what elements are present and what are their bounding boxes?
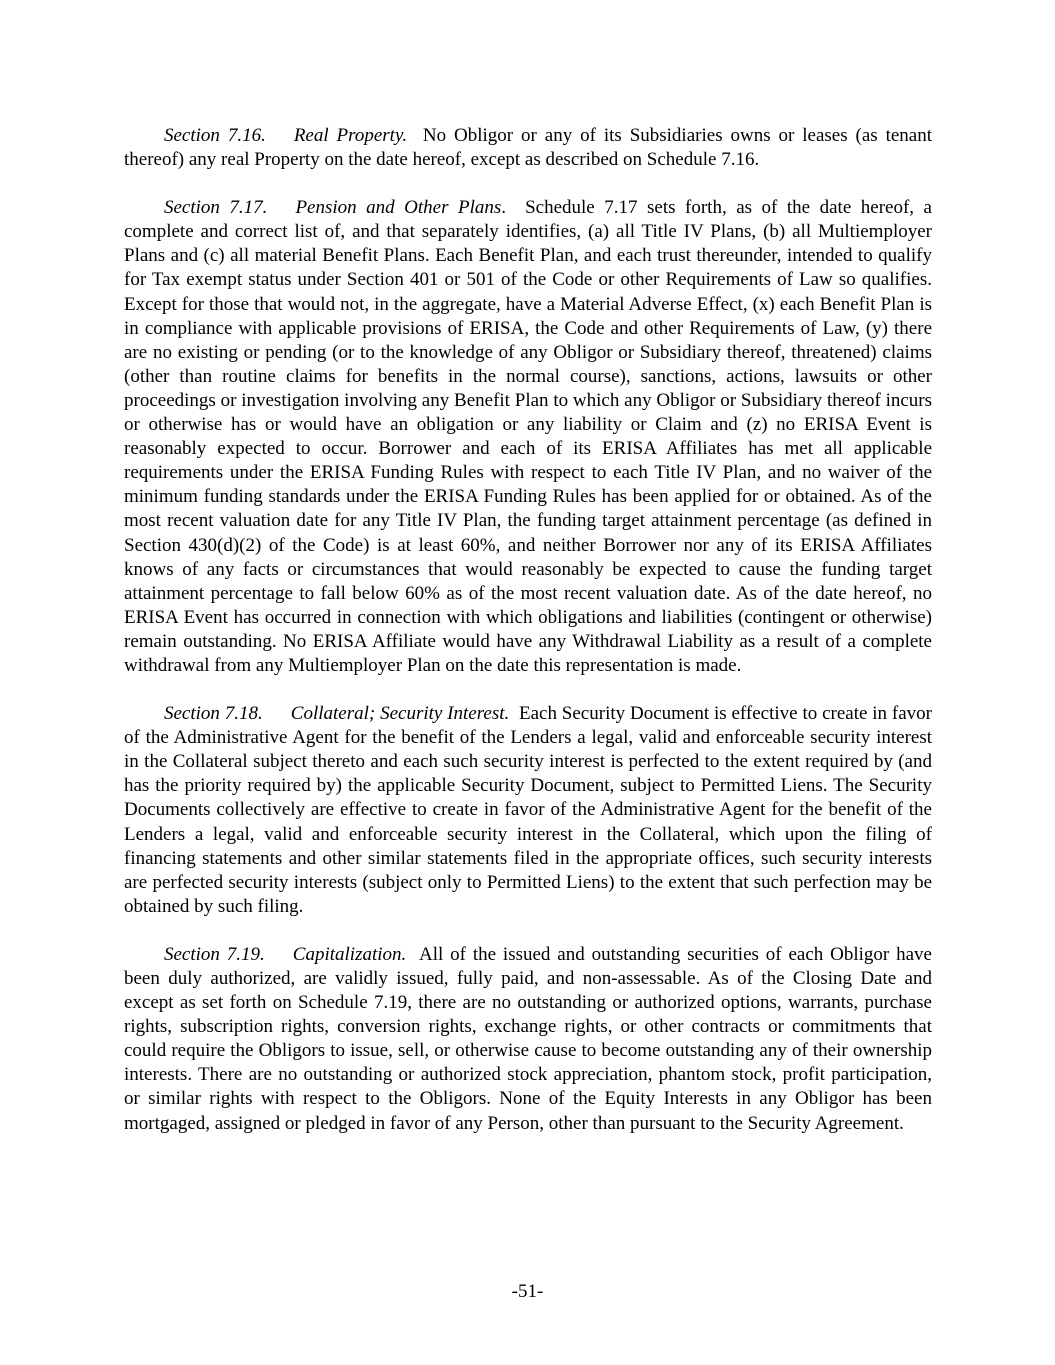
section-title: Collateral; Security Interest. (290, 703, 510, 725)
section-title: Pension and Other Plans (295, 197, 502, 219)
section-title: Capitalization. (292, 943, 407, 965)
section-title-suffix: . (501, 197, 507, 219)
section-number: Section 7.18. (164, 703, 263, 725)
document-page (124, 124, 932, 1160)
page-number: -51- (511, 1281, 544, 1302)
section-body: Each Security Document is effective to create in favor of the Administrative Agent for the benefit of the Lenders a legal, valid and enforceable security interest in the Collateral subject thereto and each such security interest is perfected to the extent required by (and has the priority required by) the applicable Security Document, subject to Permitted Liens. The Security Documents collectively are effective to create in favor of the Administrative Agent for the benefit of the Lenders a legal, valid and enforceable security interest in the Collateral, which upon the filing of financing statements and other similar statements filed in the appropriate offices, such security interests are perfected security interests (subject only to Permitted Liens) to the extent that such perfection may be obtained by such filing. (124, 703, 932, 917)
section-7-19 (124, 943, 932, 1136)
section-title: Real Property. (293, 125, 408, 146)
section-number: Section 7.16. (164, 125, 266, 146)
section-body: No Obligor or any of its Subsidiaries owns or leases (as tenant thereof) any real Property on the date hereof, except as described on Schedule 7.16. (124, 125, 932, 171)
section-body: Schedule 7.17 sets forth, as of the date hereof, a complete and correct list of, and that separately identifies, (a) all Title IV Plans, (b) all Multiemployer Plans and (c) all material Benefit Plans. Each Benefit Plan, and each trust thereunder, intended to qualify for Tax exempt status under Section 401 or 501 of the Code or other Requirements of Law so qualifies. Except for those that would not, in the aggregate, have a Material Adverse Effect, (x) each Benefit Plan is in compliance with applicable provisions of ERISA, the Code and other Requirements of Law, (y) there are no existing or pending (or to the knowledge of any Obligor or Subsidiary thereof, threatened) claims (other than routine claims for benefits in the normal course), sanctions, actions, lawsuits or other proceedings or investigation involving any Benefit Plan to which any Obligor or Subsidiary thereof incurs or otherwise has or would have an obligation or any liability or Claim and (z) no ERISA Event is reasonably expected to occur. Borrower and each of its ERISA Affiliates has met all applicable requirements under the ERISA Funding Rules with respect to each Title IV Plan, and no waiver of the minimum funding standards under the ERISA Funding Rules has been applied for or obtained. As of the most recent valuation date for any Title IV Plan, the funding target attainment percentage (as defined in Section 430(d)(2) of the Code) is at least 60%, and neither Borrower nor any of its ERISA Affiliates knows of any facts or circumstances that would reasonably be expected to cause the funding target attainment percentage to fall below 60% as of the most recent valuation date. As of the date hereof, no ERISA Event has occurred in connection with which obligations and liabilities (contingent or otherwise) remain outstanding. No ERISA Affiliate would have any Withdrawal Liability as a result of a complete withdrawal from any Multiemployer Plan on the date this representation is made. (124, 197, 932, 676)
section-body: All of the issued and outstanding securities of each Obligor have been duly authorized, are validly issued, fully paid, and non-assessable. As of the Closing Date and except as set forth on Schedule 7.19, there are no outstanding or authorized options, warrants, purchase rights, subscription rights, conversion rights, exchange rights, or other contracts or commitments that could require the Obligors to issue, sell, or otherwise cause to become outstanding any of their ownership interests. There are no outstanding or authorized stock appreciation, phantom stock, profit participation, or similar rights with respect to the Obligors. None of the Equity Interests in any Obligor has been mortgaged, assigned or pledged in favor of any Person, other than pursuant to the Security Agreement. (124, 943, 932, 1134)
section-number: Section 7.17. (164, 197, 268, 219)
section-7-17 (124, 196, 932, 678)
section-number: Section 7.19. (164, 943, 265, 965)
section-7-18 (124, 702, 932, 919)
section-7-16 (124, 124, 932, 172)
